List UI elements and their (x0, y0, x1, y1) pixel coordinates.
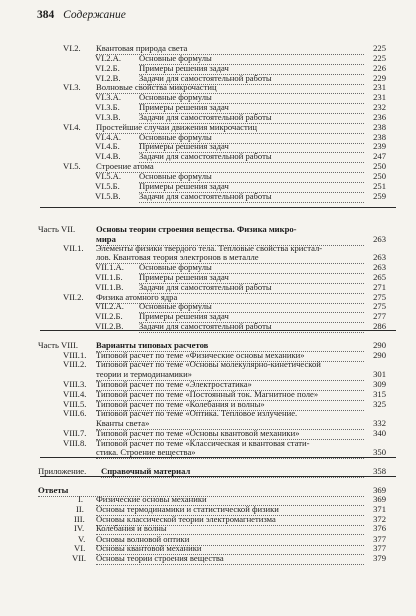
toc-entry-title: Типовой расчет по теме «Физические основы механики» (96, 351, 364, 362)
toc-entry-title: мира (96, 235, 364, 246)
toc-entry-number: VI.2.В. (95, 73, 121, 83)
toc-entry-number: VI.4. (63, 122, 81, 132)
toc-entry-number: Приложение. (38, 466, 87, 476)
toc-entry-title: Строение атома (96, 162, 364, 173)
toc-entry-number: VII. (72, 553, 87, 563)
toc-entry-number: I. (78, 494, 84, 504)
toc-entry-page: 350 (373, 447, 386, 457)
toc-entry-title: Основные формулы (139, 93, 364, 104)
toc-entry-number: VIII.5. (63, 399, 87, 409)
section-divider (40, 476, 396, 477)
toc-entry-title: Основы волновой оптики (96, 535, 364, 546)
toc-entry-page: 325 (373, 399, 386, 409)
toc-entry-number: VIII.8. (63, 438, 87, 448)
toc-entry-number: VI.5.В. (95, 191, 121, 201)
toc-entry-number: VI.5.А. (95, 171, 122, 181)
toc-entry-title: Ответы (38, 486, 364, 497)
toc-entry-number: II. (76, 504, 84, 514)
toc-entry-page: 315 (373, 389, 386, 399)
toc-entry-page: 275 (373, 301, 386, 311)
toc-entry-title: Типовой расчет по теме «Колебания и волны» (96, 400, 364, 411)
toc-entry-number: VII.1.В. (95, 282, 124, 292)
toc-entry-page: 301 (373, 369, 386, 379)
toc-entry-number: VIII.6. (63, 408, 87, 418)
toc-entry-title: Примеры решения задач (139, 312, 364, 323)
toc-entry-title: Примеры решения задач (139, 182, 364, 193)
toc-entry-page: 238 (373, 132, 386, 142)
toc-entry-title: Физические основы механики (96, 495, 364, 506)
toc-entry-page: 263 (373, 234, 386, 244)
toc-entry-number: VI.4.Б. (95, 141, 120, 151)
toc-entry-page: 275 (373, 292, 386, 302)
toc-entry-page: 231 (373, 82, 386, 92)
toc-entry-title: Основные формулы (139, 54, 364, 65)
toc-entry-title: Варианты типовых расчетов (96, 341, 364, 352)
toc-entry-number: VI.2. (63, 43, 81, 53)
toc-entry-page: 340 (373, 428, 386, 438)
toc-entry-page: 250 (373, 161, 386, 171)
toc-entry-page: 332 (373, 418, 386, 428)
toc-entry-title: Кванты света» (96, 419, 364, 430)
toc-entry-page: 309 (373, 379, 386, 389)
running-title: Содержание (63, 9, 126, 21)
toc-entry-page: 263 (373, 262, 386, 272)
toc-entry-number: Часть VII. (38, 224, 76, 234)
toc-entry-page: 376 (373, 523, 386, 533)
toc-entry-title: Основы классической теории электромагнетизма (96, 515, 364, 526)
toc-entry-number: Часть VIII. (38, 340, 78, 350)
toc-entry-title: Примеры решения задач (139, 64, 364, 75)
toc-entry-number: V. (78, 534, 86, 544)
running-head (37, 9, 126, 21)
toc-entry-number: VI.3.А. (95, 92, 122, 102)
toc-entry-page: 377 (373, 534, 386, 544)
toc-entry-title: Основные формулы (139, 302, 364, 313)
toc-entry-page: 377 (373, 543, 386, 553)
toc-entry-page: 232 (373, 102, 386, 112)
toc-entry-number: VI.2.А. (95, 53, 122, 63)
toc-entry-title: Основные формулы (139, 172, 364, 183)
toc-entry-page: 271 (373, 282, 386, 292)
toc-entry-page: 358 (373, 466, 386, 476)
toc-entry-title: Основы квантовой механики (96, 544, 364, 555)
toc-entry-title: Элементы физики твердого тела. Тепловые свойства кристал- (96, 244, 323, 253)
toc-entry-title: Колебания и волны (96, 524, 364, 535)
toc-entry-title: стика. Строение вещества» (96, 448, 364, 459)
toc-entry-page: 265 (373, 272, 386, 282)
toc-entry-page: 369 (373, 485, 386, 495)
toc-entry-title: Примеры решения задач (139, 142, 364, 153)
toc-entry-number: VIII.1. (63, 350, 87, 360)
toc-entry-page: 290 (373, 350, 386, 360)
section-divider (40, 330, 396, 331)
toc-entry-title: лов. Квантовая теория электронов в металле (96, 253, 364, 264)
toc-entry-title: Типовой расчет по теме «Классическая и квантовая стати- (96, 439, 310, 448)
toc-entry-page: 239 (373, 141, 386, 151)
toc-entry-title: Типовой расчет по теме «Основы молекулярно-кинетической (96, 360, 321, 369)
toc-entry-title: Задачи для самостоятельной работы (139, 192, 364, 203)
toc-entry-number: VII.2.А. (95, 301, 124, 311)
toc-entry-title: Основы теории строения вещества (96, 554, 364, 565)
toc-entry-page: 372 (373, 514, 386, 524)
toc-entry-page: 236 (373, 112, 386, 122)
toc-entry-title: Задачи для самостоятельной работы (139, 152, 364, 163)
toc-entry-title: Физика атомного ядра (96, 293, 364, 304)
toc-entry-number: VIII.7. (63, 428, 87, 438)
section-divider (40, 457, 396, 458)
toc-entry-page: 277 (373, 311, 386, 321)
toc-entry-title: Типовой расчет по теме «Постоянный ток. Магнитное поле» (96, 390, 364, 401)
toc-entry-page: 251 (373, 181, 386, 191)
toc-entry-title: Задачи для самостоятельной работы (139, 74, 364, 85)
toc-entry-title: Справочный материал (101, 467, 364, 478)
toc-entry-number: III. (74, 514, 85, 524)
toc-entry-number: VII.1.А. (95, 262, 124, 272)
toc-entry-number: VIII.4. (63, 389, 87, 399)
section-divider (40, 207, 396, 208)
toc-entry-page: 250 (373, 171, 386, 181)
toc-entry-page: 231 (373, 92, 386, 102)
toc-entry-title: Типовой расчет по теме «Основы квантовой механики» (96, 429, 364, 440)
toc-entry-number: VI.4.А. (95, 132, 122, 142)
toc-entry-title: Примеры решения задач (139, 103, 364, 114)
toc-entry-title: Типовой расчет по теме «Оптика. Тепловое излучение. (96, 409, 298, 418)
toc-entry-page: 229 (373, 73, 386, 83)
toc-entry-number: VII.2.В. (95, 321, 124, 331)
toc-entry-title: Основы теории строения вещества. Физика микро- (96, 225, 297, 234)
toc-entry-title: Волновые свойства микрочастиц (96, 83, 364, 94)
toc-entry-number: VI.3. (63, 82, 81, 92)
toc-entry-number: VI. (74, 543, 86, 553)
page-number: 384 (37, 9, 55, 21)
toc-entry-title: Основные формулы (139, 263, 364, 274)
toc-entry-title: Примеры решения задач (139, 273, 364, 284)
toc-entry-page: 259 (373, 191, 386, 201)
toc-entry-page: 226 (373, 63, 386, 73)
toc-entry-number: VI.3.Б. (95, 102, 120, 112)
toc-entry-number: VI.3.В. (95, 112, 121, 122)
toc-entry-number: VII.1.Б. (95, 272, 123, 282)
toc-entry-title: Типовой расчет по теме «Электростатика» (96, 380, 364, 391)
toc-entry-title: Квантовая природа света (96, 44, 364, 55)
toc-entry-title: Основные формулы (139, 133, 364, 144)
toc-entry-page: 238 (373, 122, 386, 132)
toc-entry-number: VIII.3. (63, 379, 87, 389)
toc-entry-number: VII.1. (63, 243, 84, 253)
toc-entry-page: 247 (373, 151, 386, 161)
toc-entry-page: 290 (373, 340, 386, 350)
toc-entry-page: 263 (373, 252, 386, 262)
toc-entry-number: VI.5. (63, 161, 81, 171)
toc-entry-number: VI.2.Б. (95, 63, 120, 73)
toc-entry-page: 225 (373, 43, 386, 53)
toc-entry-page: 379 (373, 553, 386, 563)
toc-entry-page: 369 (373, 494, 386, 504)
toc-entry-title: Простейшие случаи движения микрочастиц (96, 123, 364, 134)
toc-entry-page: 286 (373, 321, 386, 331)
toc-entry-number: VII.2. (63, 292, 84, 302)
toc-entry-number: VIII.2. (63, 359, 87, 369)
toc-entry-number: VI.4.В. (95, 151, 121, 161)
toc-entry-number: VII.2.Б. (95, 311, 123, 321)
toc-entry-page: 225 (373, 53, 386, 63)
toc-entry-number: IV. (74, 523, 85, 533)
toc-entry-title: Задачи для самостоятельной работы (139, 322, 364, 333)
toc-entry-title: Задачи для самостоятельной работы (139, 113, 364, 124)
toc-entry-page: 371 (373, 504, 386, 514)
toc-entry-title: Основы термодинамики и статистической физики (96, 505, 364, 516)
toc-entry-title: теории и термодинамики» (96, 370, 364, 381)
toc-entry-number: VI.5.Б. (95, 181, 120, 191)
toc-entry-title: Задачи для самостоятельной работы (139, 283, 364, 294)
